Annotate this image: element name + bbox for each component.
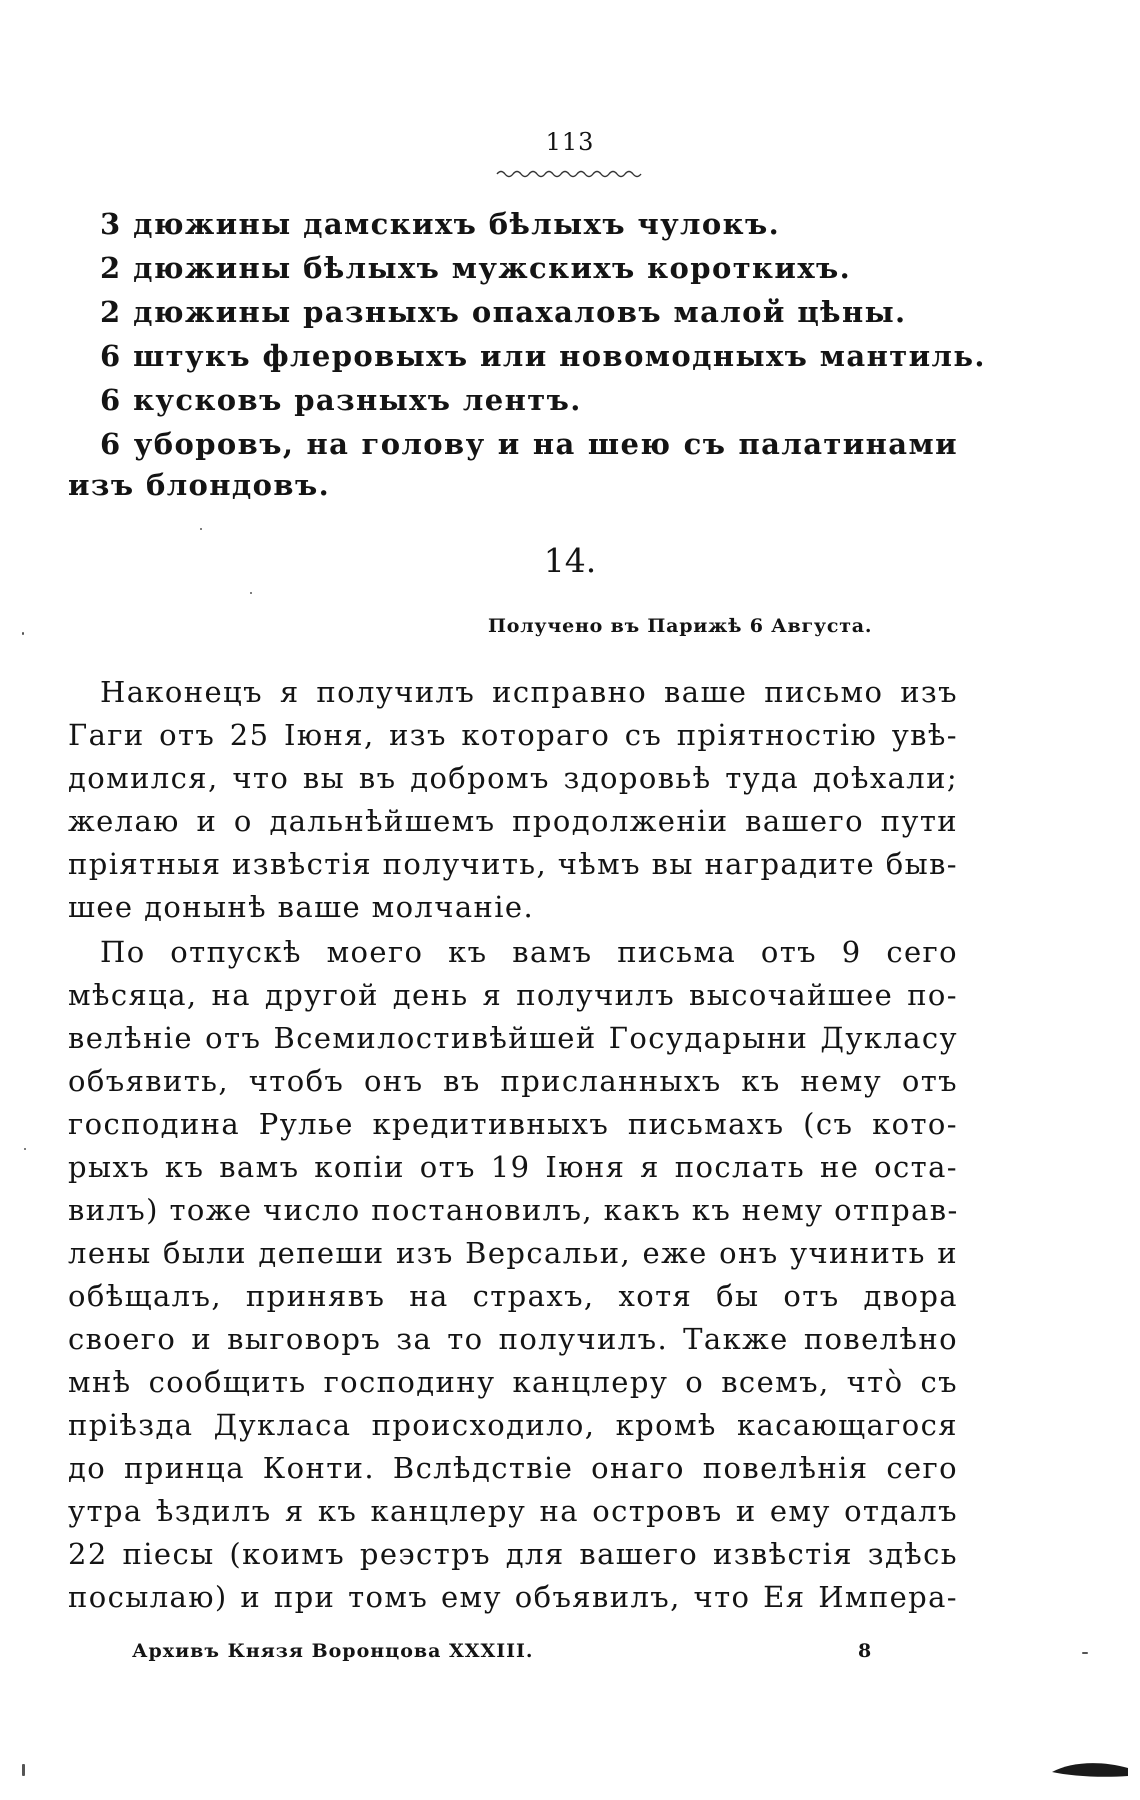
paragraph2-line: мѣсяца, на другой день я получилъ высочайшее по- bbox=[68, 978, 958, 1012]
paragraph1-line: желаю и о дальнѣйшемъ продолженіи вашего пути bbox=[68, 804, 958, 838]
scan-speck bbox=[24, 1148, 26, 1150]
ornament-divider bbox=[0, 164, 1140, 183]
paragraph2-line: лены были депеши изъ Версальи, еже онъ учинить и bbox=[68, 1236, 958, 1270]
paragraph2-line: пріѣзда Дукласа происходило, кромѣ касающагося bbox=[68, 1408, 958, 1442]
page-number: 113 bbox=[545, 128, 595, 156]
scan-speck bbox=[1082, 1652, 1088, 1654]
paragraph2-line: вилъ) тоже число постановилъ, какъ къ нему отправ- bbox=[68, 1193, 959, 1227]
paragraph2-line: объявить, чтобъ онъ въ присланныхъ къ нему отъ bbox=[68, 1064, 958, 1098]
scan-blot-icon bbox=[1050, 1758, 1130, 1782]
section-number: 14. bbox=[543, 541, 597, 580]
paragraph1-line: пріятныя извѣстія получить, чѣмъ вы наградите быв- bbox=[68, 847, 958, 881]
list-item: 6 уборовъ, на голову и на шею съ палатинами bbox=[100, 427, 958, 461]
footer-source: Архивъ Князя Воронцова XXXIII. bbox=[132, 1640, 534, 1662]
received-note: Получено въ Парижѣ 6 Августа. bbox=[488, 615, 873, 637]
paragraph2-line: рыхъ къ вамъ копіи отъ 19 Іюня я послать не оста- bbox=[68, 1150, 958, 1184]
scan-speck bbox=[22, 632, 24, 635]
signature-mark: 8 bbox=[858, 1640, 873, 1662]
paragraph2-line: обѣщалъ, принявъ на страхъ, хотя бы отъ двора bbox=[68, 1279, 958, 1313]
paragraph2-line: до принца Конти. Вслѣдствіе онаго повелѣнія сего bbox=[68, 1451, 958, 1485]
paragraph2-line: утра ѣздилъ я къ канцлеру на островъ и ему отдалъ bbox=[68, 1494, 958, 1528]
paragraph2-line: господина Рульe кредитивныхъ письмахъ (съ кото- bbox=[68, 1107, 958, 1141]
scan-speck bbox=[250, 592, 252, 594]
paragraph2-line: велѣніе отъ Всемилостивѣйшей Государыни Дукласу bbox=[68, 1021, 958, 1055]
paragraph2-line: По отпускѣ моего къ вамъ письма отъ 9 сего bbox=[100, 935, 958, 969]
wavy-line-icon bbox=[495, 169, 645, 179]
paragraph1-line: Наконецъ я получилъ исправно ваше письмо изъ bbox=[100, 675, 958, 709]
scan-speck bbox=[22, 1764, 25, 1776]
list-item: 3 дюжины дамскихъ бѣлыхъ чулокъ. bbox=[100, 207, 781, 241]
paragraph2-line: 22 піесы (коимъ реэстръ для вашего извѣстія здѣсь bbox=[68, 1537, 958, 1571]
paragraph2-line: своего и выговоръ за то получилъ. Также повелѣно bbox=[68, 1322, 958, 1356]
list-item: 6 штукъ флеровыхъ или новомодныхъ мантиль. bbox=[100, 339, 986, 373]
paragraph1-line: домился, что вы въ добромъ здоровьѣ туда доѣхали; bbox=[68, 761, 958, 795]
list-item: 6 кусковъ разныхъ лентъ. bbox=[100, 383, 582, 417]
paragraph1-line: Гаги отъ 25 Іюня, изъ котораго съ пріятностію увѣ- bbox=[68, 718, 958, 752]
paragraph2-line: мнѣ сообщить господину канцлеру о всемъ, чтò съ bbox=[68, 1365, 958, 1399]
paragraph2-line: посылаю) и при томъ ему объявилъ, что Ея Импера- bbox=[68, 1580, 958, 1614]
paragraph1-line: шее донынѣ ваше молчаніе. bbox=[68, 890, 535, 924]
scan-speck bbox=[200, 528, 202, 530]
list-item-continuation: изъ блондовъ. bbox=[68, 468, 331, 502]
list-item: 2 дюжины бѣлыхъ мужскихъ короткихъ. bbox=[100, 251, 852, 285]
list-item: 2 дюжины разныхъ опахаловъ малой цѣны. bbox=[100, 295, 907, 329]
